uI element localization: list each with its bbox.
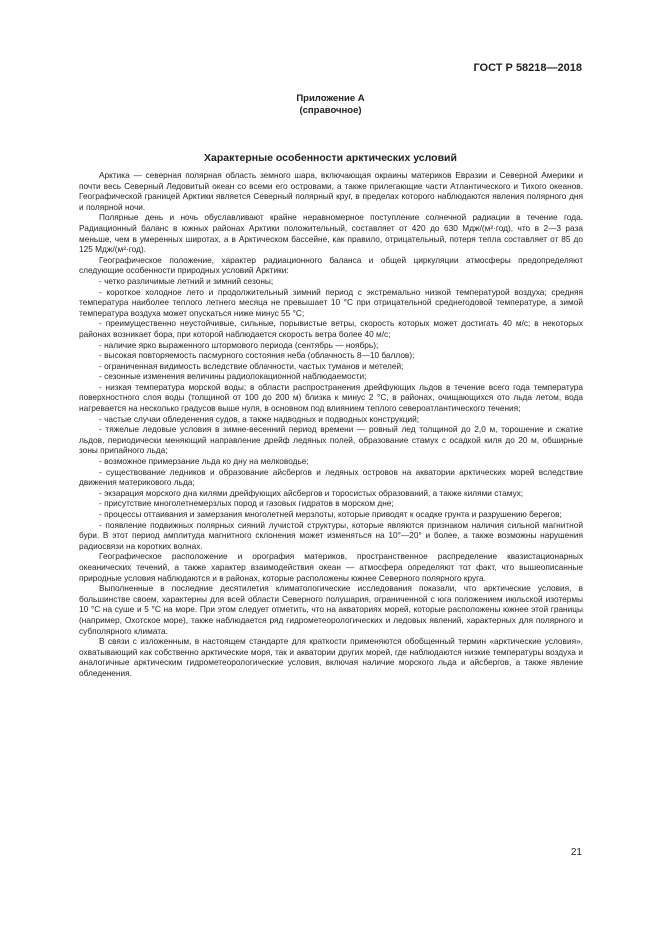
paragraph: Географическое расположение и орография материков, пространственное распределение квазистационарных океанических течений, а также характер взаимодействия океан — атмосфера определяют тот факт, что вышеописанные природные условия наблюдаются и в районах, которые расположены южнее Северного полярного круга. [79, 551, 583, 583]
annex-heading [0, 93, 661, 117]
paragraph: Арктика — северная полярная область земного шара, включающая окраины материков Евразии и Северной Америки и почти весь Северный Ледовитый океан со всеми его островами, а также прилегающие части Атлантического и Тихого океанов. Географической границей Арктики является Северный полярный круг, в пределах которого наблюдаются явления полярного дня и полярной ночи. [79, 170, 583, 212]
list-item: - появление подвижных полярных сияний лучистой структуры, которые являются признаком наличия сильной магнитной бури. В этот период амплитуда магнитного склонения может изменяться на 10°—20° и более, а также возможны нарушения радиосвязи на коротких волнах. [79, 519, 583, 551]
annex-title: Приложение А [296, 93, 365, 104]
paragraph: Выполненные в последние десятилетия климатологические исследования показали, что арктические условия, в большинстве своем, характерны для всей области Северного полушария, ограниченной с юга положением июльской изотермы 10 °С на суше и 5 °С на море. При этом следует отметить, что на акваториях морей, которые расположены южнее этой границы (например, Охотское море), также наблюдается ряд гидрометеорологических и ледовых явлений, характерных для полярного и субполярного климата. [79, 583, 583, 636]
list-item: - тяжелые ледовые условия в зимне-весенний период времени — ровный лед толщиной до 2,0 м, торошение и сжатие льдов, периодически меняющий направление дрейф ледяных полей, образование стамух с осадкой киля до 20 м, обширные зоны припайного льда; [79, 424, 583, 456]
list-item: - процессы оттаивания и замерзания многолетней мерзлоты, которые приводят к осадке грунта и разрушению берегов; [99, 509, 562, 519]
document-code: ГОСТ Р 58218—2018 [473, 62, 582, 74]
list-item: - короткое холодное лето и продолжительный зимний период с экстремально низкой температурой воздуха; средняя температура наиболее теплого летнего месяца не превышает 10 °С при отрицательной среднегодовой температуре, а зимой температура воздуха может опускаться ниже минус 55 °С; [79, 286, 583, 318]
list-item: - низкая температура морской воды; в области распространения дрейфующих льдов в течение всего года температура поверхностного слоя воды (толщиной от 100 до 200 м) близка к минус 2 °С, в районах, очищающихся ото льда летом, вода нагревается на несколько градусов выше нуля, в основном под влиянием теплого североатлантического течения; [79, 381, 583, 414]
list-item: - экзарация морского дна килями дрейфующих айсбергов и торосистых образований, а также килями стамух; [99, 487, 524, 498]
list-item: - присутствие многолетнемерзлых пород и газовых гидратов в морском дне; [99, 498, 394, 509]
list-item: - частые случаи обледенения судов, а также надводных и подводных конструкций; [99, 413, 420, 424]
page-number: 21 [570, 847, 582, 858]
paragraph: Полярные день и ночь обуславливают крайне неравномерное поступление солнечной радиации в течение года. Радиационный баланс в южных районах Арктики положительный, составляет от 420 до 630 Мдж/(м²·год), что в 2—3 раза меньше, чем в умеренных широтах, а в Арктическом бассейне, как правило, отрицательный, потеря тепла составляет от 85 до 125 Мдж/(м²·год). [79, 212, 583, 255]
paragraph: В связи с изложенным, в настоящем стандарте для краткости применяются обобщенный термин «арктические условия», охватывающий как собственно арктические моря, так и акватории других морей, где наблюдаются низкие температуры воздуха и аналогичные арктическим гидрометеорологические условия, включая наличие морского льда и айсбергов, а также явление обледенения. [79, 636, 583, 678]
list-item: - высокая повторяемость пасмурного состояния неба (облачность 8—10 баллов); [99, 350, 415, 361]
body-text [79, 170, 583, 679]
list-item: - четко различимые летний и зимний сезоны; [99, 275, 274, 286]
list-item: - существование ледников и образование айсбергов и ледяных островов на акватории арктических морей вследствие движения материкового льда; [79, 466, 583, 488]
list-item: - возможное примерзание льда ко дну на мелководье; [99, 456, 309, 467]
annex-subtitle: (справочное) [299, 105, 362, 116]
list-item: - ограниченная видимость вследствие облачности, частых туманов и метелей; [99, 360, 404, 371]
list-item: - преимущественно неустойчивые, сильные, порывистые ветры, скорость которых может достигать 40 м/с; в некоторых районах возникает бора, при которой наблюдается скорость ветра более 40 м/с; [79, 318, 583, 339]
list-item: - наличие ярко выраженного штормового периода (сентябрь — ноябрь); [99, 339, 379, 350]
paragraph: Географическое положение, характер радиационного баланса и общей циркуляции атмосферы предопределяют следующие особенности природных условий Арктики: [79, 254, 583, 276]
section-title: Характерные особенности арктических условий [204, 152, 457, 164]
list-item: - сезонные изменения величины радиолокационной наблюдаемости; [99, 371, 367, 382]
